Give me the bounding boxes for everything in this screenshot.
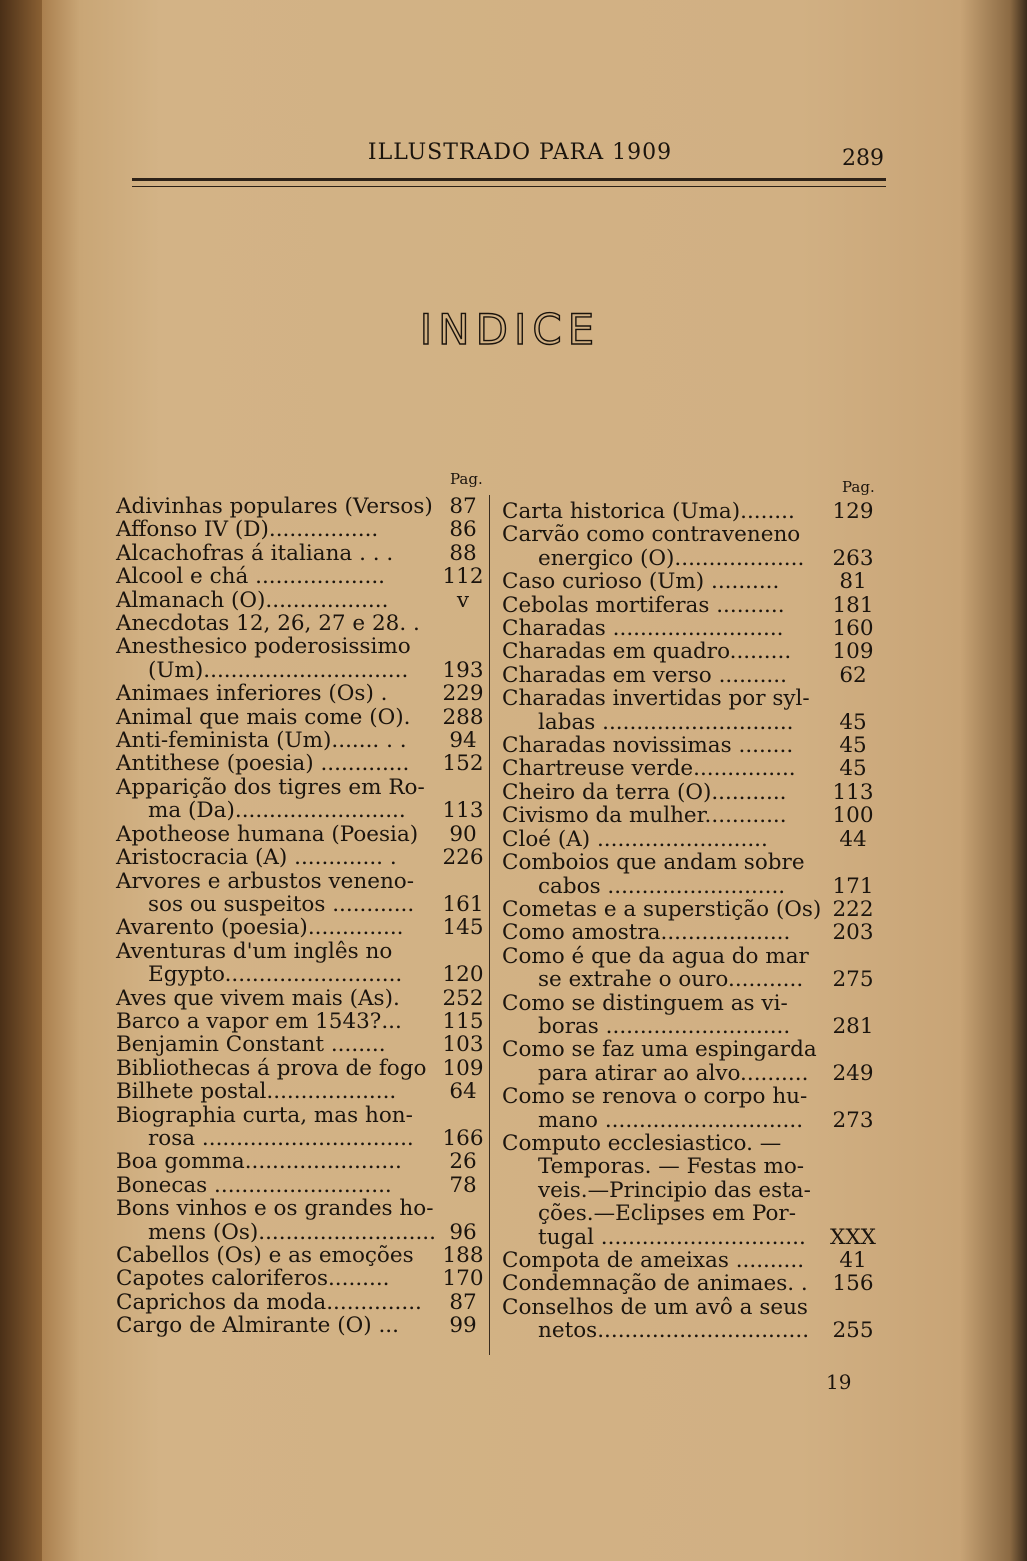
- index-entry: [502, 734, 878, 757]
- index-entry: [502, 921, 878, 944]
- index-entry-page: 45: [839, 756, 867, 782]
- index-entry-title: Como é que da agua do mar: [502, 944, 809, 969]
- index-entry-page: 90: [449, 821, 477, 847]
- index-entry-page: 115: [442, 1008, 484, 1034]
- index-entry-title: Cheiro da terra (O)...........: [502, 780, 787, 805]
- index-entry: [100, 1244, 488, 1267]
- index-entry: [100, 963, 488, 986]
- index-entry-title: Aves que vivem mais (As).: [116, 986, 400, 1010]
- index-entry-page: 181: [832, 592, 874, 618]
- index-entry-page: 87: [449, 494, 477, 519]
- index-entry: [502, 1319, 878, 1342]
- index-entry: [502, 711, 878, 734]
- index-entry-page: 166: [442, 1125, 484, 1151]
- index-entry-page: 275: [832, 967, 874, 993]
- index-entry-title: Adivinhas populares (Versos): [116, 495, 433, 519]
- index-entry-title: veis.—Principio das esta-: [538, 1178, 811, 1203]
- index-entry: [502, 1202, 878, 1225]
- index-entry: [502, 617, 878, 640]
- index-entry-title: Barco a vapor em 1543?...: [116, 1009, 402, 1034]
- index-entry-title: Bilhete postal...................: [116, 1080, 397, 1104]
- index-entry-title: Compota de ameixas ..........: [502, 1249, 805, 1273]
- index-entry: [100, 1057, 488, 1080]
- index-entry: [502, 851, 878, 874]
- index-entry: [100, 1314, 488, 1337]
- index-entry: [502, 523, 878, 546]
- index-entry: [100, 612, 488, 635]
- index-entry-page: 171: [832, 873, 874, 899]
- index-entry-title: ma (Da).........................: [148, 799, 406, 823]
- index-entry: [100, 565, 488, 588]
- index-entry-page: 103: [442, 1032, 484, 1058]
- index-entry-title: Cebolas mortiferas ..........: [502, 593, 785, 618]
- book-spine-edge: [0, 0, 42, 1561]
- index-entry-title: Alcachofras á italiana . . .: [116, 541, 394, 566]
- index-entry-page: 152: [442, 751, 484, 777]
- index-entry-page: 112: [442, 564, 484, 590]
- index-entry: [100, 752, 488, 775]
- index-entry: [502, 1249, 878, 1272]
- index-entry-title: Affonso IV (D)................: [116, 518, 379, 542]
- index-entry-title: Carvão como contraveneno: [502, 523, 801, 547]
- index-entry-page: 273: [832, 1107, 874, 1133]
- index-entry-page: 81: [839, 569, 867, 595]
- index-entry: [100, 1104, 488, 1127]
- index-entry: [100, 1267, 488, 1290]
- index-entry-title: para atirar ao alvo..........: [538, 1061, 809, 1086]
- index-entry-page: 161: [442, 891, 484, 917]
- index-entry-title: Egypto..........................: [148, 963, 403, 987]
- index-entry-title: Como se renova o corpo hu-: [502, 1085, 808, 1109]
- index-entry: [100, 1291, 488, 1314]
- index-entry: [100, 1221, 488, 1244]
- index-entry: [502, 500, 878, 523]
- index-entry: [100, 1174, 488, 1197]
- index-entry: [502, 570, 878, 593]
- index-entry-title: Cloé (A) .........................: [502, 827, 768, 852]
- index-entry-page: 41: [839, 1248, 867, 1273]
- index-entry-title: Condemnação de animaes. .: [502, 1272, 808, 1296]
- index-entry-page: 88: [449, 540, 477, 566]
- index-entry: [502, 781, 878, 804]
- index-entry: [502, 1132, 878, 1155]
- index-entry-title: Civismo da mulher............: [502, 804, 787, 828]
- index-entry: [100, 589, 488, 612]
- index-entry-page: 193: [442, 657, 484, 683]
- index-entry-title: Como se distinguem as vi-: [502, 991, 788, 1015]
- index-entry-page: 281: [832, 1013, 874, 1039]
- index-entry: [100, 1010, 488, 1033]
- index-entry-page: 100: [832, 803, 874, 829]
- index-entry: [100, 1150, 488, 1173]
- index-entry-title: Charadas em quadro.........: [502, 640, 792, 664]
- column-divider: [489, 495, 490, 1355]
- index-entry: [502, 804, 878, 827]
- index-entry-title: netos...............................: [538, 1319, 810, 1343]
- index-entry: [502, 757, 878, 780]
- index-entry-title: Capotes caloriferos.........: [116, 1267, 390, 1291]
- index-entry: [502, 875, 878, 898]
- index-entry-page: 255: [832, 1318, 874, 1344]
- index-entry-page: 129: [832, 499, 874, 524]
- index-entry: [100, 799, 488, 822]
- index-entry-page: 160: [832, 616, 874, 642]
- signature-mark: 19: [826, 1370, 852, 1394]
- index-entry: [502, 898, 878, 921]
- index-entry-page: 94: [449, 728, 477, 754]
- index-entry: [100, 776, 488, 799]
- index-column-left: [100, 495, 488, 1338]
- index-entry-page: 188: [442, 1243, 484, 1268]
- index-entry: [100, 940, 488, 963]
- index-entry: [100, 1197, 488, 1220]
- index-entry: [502, 664, 878, 687]
- index-entry-page: 109: [442, 1055, 484, 1081]
- index-entry-title: boras ...........................: [538, 1014, 791, 1039]
- index-entry-page: 45: [839, 733, 867, 759]
- index-entry: [100, 1080, 488, 1103]
- index-entry-title: Anecdotas 12, 26, 27 e 28. .: [116, 612, 420, 636]
- index-entry: [100, 495, 488, 518]
- index-entry-page: 44: [839, 826, 867, 852]
- index-entry: [100, 1033, 488, 1056]
- index-entry-title: (Um)..............................: [148, 658, 409, 683]
- index-entry-page: 170: [442, 1266, 484, 1292]
- index-entry: [502, 945, 878, 968]
- index-entry-page: 222: [832, 896, 874, 922]
- index-entry-title: Apotheose humana (Poesia): [116, 822, 419, 847]
- index-entry-page: 87: [449, 1289, 477, 1315]
- index-entry-title: Conselhos de um avô a seus: [502, 1295, 808, 1320]
- index-entry-title: Como se faz uma espingarda: [502, 1038, 817, 1062]
- index-entry-title: Temporas. — Festas mo-: [538, 1155, 805, 1179]
- index-entry: [502, 828, 878, 851]
- index-entry-page: 249: [832, 1060, 874, 1086]
- index-entry-title: Cargo de Almirante (O) ...: [116, 1314, 399, 1338]
- index-entry-title: Computo ecclesiastico. —: [502, 1131, 782, 1156]
- index-entry: [502, 1015, 878, 1038]
- index-title: INDICE: [419, 305, 601, 354]
- index-entry: [502, 1296, 878, 1319]
- index-entry-title: energico (O)...................: [538, 546, 805, 571]
- index-entry-title: Cometas e a superstição (Os): [502, 897, 822, 922]
- index-entry: [502, 1226, 878, 1249]
- index-entry: [100, 1127, 488, 1150]
- index-entry-page: 45: [839, 709, 867, 735]
- index-entry-page: 156: [832, 1271, 874, 1297]
- index-entry-page: 96: [449, 1219, 477, 1245]
- index-entry: [502, 1109, 878, 1132]
- index-entry: [502, 968, 878, 991]
- index-entry-title: Cabellos (Os) e as emoções: [116, 1244, 414, 1268]
- index-entry-title: Carta historica (Uma)........: [502, 500, 795, 524]
- index-entry-page: 109: [832, 639, 874, 665]
- index-entry: [100, 987, 488, 1010]
- index-entry-page: 226: [442, 845, 484, 871]
- index-entry: [100, 823, 488, 846]
- index-entry-title: Biographia curta, mas hon-: [116, 1103, 413, 1127]
- index-entry-title: Anesthesico poderosissimo: [116, 635, 411, 659]
- header-rule-thin: [132, 186, 886, 187]
- index-entry-title: Benjamin Constant ........: [116, 1033, 386, 1057]
- index-entry-title: Alcool e chá ...................: [116, 565, 385, 589]
- index-entry-title: Bonecas ..........................: [116, 1173, 392, 1198]
- index-entry-title: Almanach (O)..................: [116, 588, 389, 613]
- index-entry-title: Avarento (poesia)..............: [116, 916, 404, 940]
- index-entry-title: Charadas .........................: [502, 617, 784, 641]
- index-entry-title: Charadas novissimas ........: [502, 734, 794, 758]
- index-entry-title: Caso curioso (Um) ..........: [502, 570, 780, 594]
- index-entry: [100, 635, 488, 658]
- index-entry: [502, 640, 878, 663]
- index-entry: [100, 729, 488, 752]
- index-entry-page: 78: [449, 1172, 477, 1198]
- index-entry-title: Bons vinhos e os grandes ho-: [116, 1197, 434, 1221]
- index-entry-title: ções.—Eclipses em Por-: [538, 1202, 796, 1226]
- index-entry: [502, 1038, 878, 1061]
- index-entry: [100, 846, 488, 869]
- index-entry: [100, 542, 488, 565]
- index-entry-page: 62: [839, 662, 867, 688]
- index-entry-page: 229: [442, 681, 484, 707]
- index-entry-title: Animaes inferiores (Os) .: [116, 682, 388, 706]
- index-entry: [502, 1085, 878, 1108]
- index-entry-title: Aventuras d'um inglês no: [116, 939, 393, 964]
- index-entry-title: Apparição dos tigres em Ro-: [116, 775, 425, 800]
- index-entry: [100, 659, 488, 682]
- index-entry-page: 145: [442, 915, 484, 941]
- index-entry-page: 64: [449, 1079, 477, 1105]
- index-column-right: [502, 500, 878, 1343]
- index-entry-title: Arvores e arbustos veneno-: [116, 869, 415, 893]
- index-entry-title: Boa gomma.......................: [116, 1150, 402, 1174]
- index-entry-title: rosa ...............................: [148, 1126, 414, 1151]
- index-entry-page: 120: [442, 962, 484, 988]
- index-entry: [100, 916, 488, 939]
- index-entry-page: 26: [449, 1149, 477, 1175]
- index-entry-page: v: [456, 587, 470, 613]
- index-entry-title: tugal ..............................: [538, 1225, 806, 1249]
- index-entry: [502, 1272, 878, 1295]
- pag-label-left: Pag.: [450, 470, 483, 488]
- index-entry: [502, 687, 878, 710]
- pag-label-right: Pag.: [842, 478, 875, 496]
- index-entry-title: Charadas invertidas por syl-: [502, 687, 810, 711]
- index-entry: [502, 547, 878, 570]
- index-entry-page: 263: [832, 545, 874, 571]
- index-entry: [502, 992, 878, 1015]
- index-entry: [502, 1062, 878, 1085]
- index-entry-title: Aristocracia (A) ............. .: [116, 846, 397, 870]
- index-entry-title: Bibliothecas á prova de fogo: [116, 1056, 427, 1081]
- index-entry-title: Caprichos da moda..............: [116, 1290, 422, 1315]
- index-entry: [100, 893, 488, 916]
- index-entry: [502, 594, 878, 617]
- index-entry-page: 99: [449, 1313, 477, 1339]
- index-entry: [100, 518, 488, 541]
- index-entry: [100, 706, 488, 729]
- index-entry-page: XXX: [830, 1224, 876, 1250]
- index-entry-title: mano .............................: [538, 1108, 804, 1132]
- index-entry-page: 113: [832, 779, 874, 805]
- index-entry-title: se extrahe o ouro...........: [538, 968, 804, 992]
- index-entry: [100, 870, 488, 893]
- index-entry: [502, 1155, 878, 1178]
- index-entry: [100, 682, 488, 705]
- running-title: ILLUSTRADO PARA 1909: [367, 140, 673, 165]
- index-entry: [502, 1179, 878, 1202]
- index-entry-title: mens (Os)..........................: [148, 1220, 436, 1244]
- page-number: 289: [842, 146, 884, 171]
- index-entry-page: 113: [442, 798, 484, 824]
- index-entry-title: Comboios que andam sobre: [502, 851, 805, 875]
- index-entry-page: 203: [832, 920, 874, 946]
- index-entry-title: cabos ..........................: [538, 874, 786, 898]
- index-entry-title: Charadas em verso ..........: [502, 663, 787, 688]
- index-entry-title: Como amostra...................: [502, 921, 791, 945]
- index-entry-title: labas ............................: [538, 710, 794, 735]
- index-entry-title: Animal que mais come (O).: [116, 705, 411, 730]
- index-entry-page: 252: [442, 985, 484, 1011]
- index-entry-page: 86: [449, 517, 477, 543]
- index-entry-title: Antithese (poesia) .............: [116, 752, 410, 776]
- header-rule-thick: [132, 178, 886, 181]
- index-entry-page: 288: [442, 704, 484, 730]
- index-entry-title: sos ou suspeitos ............: [148, 892, 415, 917]
- index-entry-title: Anti-feminista (Um)....... . .: [116, 729, 407, 753]
- index-entry-title: Chartreuse verde...............: [502, 757, 796, 781]
